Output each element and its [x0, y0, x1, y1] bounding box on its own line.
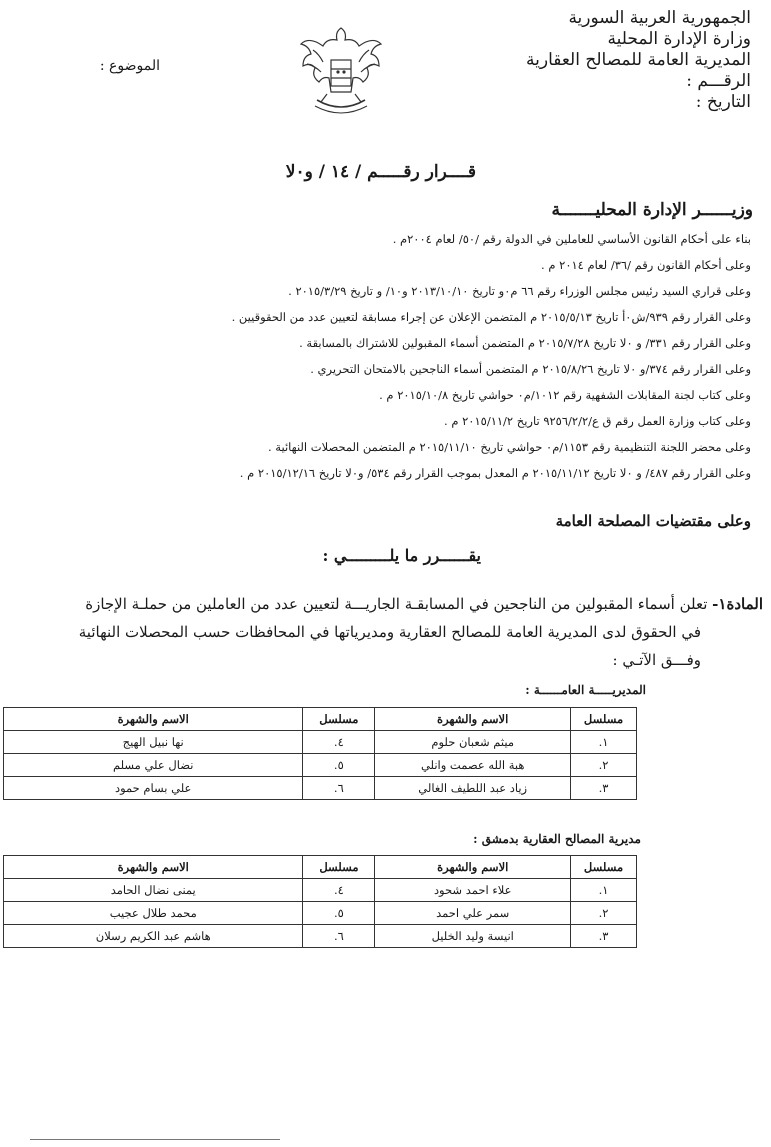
article-1-text-1: تعلن أسماء المقبولين من الناجحين في المسابقـة الجاريـــة لتعيين عدد من العاملين من حملـة الإجازة — [85, 595, 708, 613]
serial-cell: ٥. — [303, 902, 375, 925]
recital-item: وعلى أحكام القانون رقم /٣٦/ لعام ٢٠١٤ م . — [541, 258, 751, 272]
footer-divider — [30, 1139, 280, 1140]
table-row — [4, 902, 637, 925]
section-title-general: المديريـــــة العامــــــة : — [525, 683, 646, 697]
date-label: التاريخ : — [695, 92, 751, 112]
header-name: الاسم والشهرة — [4, 708, 303, 731]
table-header-row — [4, 708, 637, 731]
name-cell: يمنى نضال الحامد — [4, 879, 303, 902]
serial-cell: ١. — [571, 731, 637, 754]
names-table-damascus — [3, 855, 637, 948]
header-serial: مسلسل — [571, 856, 637, 879]
table-header-row — [4, 856, 637, 879]
recital-item: وعلى قراري السيد رئيس مجلس الوزراء رقم ٦٦ م٠و تاريخ ٢٠١٣/١٠/١٠ و١٠/ و تاريخ ٢٠١٥/٣/٢٩ . — [288, 284, 751, 298]
subject-label: الموضوع : — [99, 58, 160, 74]
name-cell: هاشم عبد الكريم رسلان — [4, 925, 303, 948]
recital-item: وعلى كتاب لجنة المقابلات الشفهية رقم ١٠١٢/م٠ حواشي تاريخ ٢٠١٥/١٠/٨ م . — [379, 388, 751, 402]
header-name: الاسم والشهرة — [375, 856, 571, 879]
name-cell: نها نبيل الهيج — [4, 731, 303, 754]
name-cell: ميثم شعبان حلوم — [375, 731, 571, 754]
public-interest-line: وعلى مقتضيات المصلحة العامة — [555, 512, 751, 530]
recital-item: بناء على أحكام القانون الأساسي للعاملين في الدولة رقم /٥٠/ لعام ٢٠٠٤م . — [392, 232, 751, 246]
table-row — [4, 925, 637, 948]
recitals-list — [11, 232, 751, 492]
name-cell: محمد طلال عجيب — [4, 902, 303, 925]
article-1 — [7, 590, 763, 674]
recital-item: وعلى القرار رقم ٤٨٧/ و ٠لا تاريخ ٢٠١٥/١١/١٢ م المعدل بموجب القرار رقم ٥٣٤/ و٠لا تاريخ ٢٠١٥/١٢/١٦ م . — [239, 466, 751, 480]
name-cell: زياد عبد اللطيف الغالي — [375, 777, 571, 800]
name-cell: علاء احمد شحود — [375, 879, 571, 902]
name-cell: علي بسام حمود — [4, 777, 303, 800]
serial-cell: ٤. — [303, 879, 375, 902]
table-row — [4, 879, 637, 902]
directorate-name: المديرية العامة للمصالح العقارية — [526, 50, 751, 70]
letterhead — [451, 8, 751, 113]
ministry-name: وزارة الإدارة المحلية — [607, 29, 751, 49]
serial-cell: ٥. — [303, 754, 375, 777]
header-serial: مسلسل — [303, 708, 375, 731]
serial-cell: ٤. — [303, 731, 375, 754]
decides-heading: يقــــــرر ما يلـــــــــي : — [322, 546, 481, 565]
serial-cell: ٦. — [303, 925, 375, 948]
article-1-label: المادة١- — [712, 595, 763, 613]
section-title-damascus: مديرية المصالح العقارية بدمشق : — [473, 832, 641, 846]
serial-cell: ٢. — [571, 902, 637, 925]
country-name: الجمهورية العربية السورية — [568, 8, 751, 28]
serial-cell: ٢. — [571, 754, 637, 777]
article-1-line-1 — [7, 590, 763, 618]
serial-cell: ٣. — [571, 777, 637, 800]
syrian-eagle-emblem-icon — [293, 20, 389, 122]
recital-item: وعلى كتاب وزارة العمل رقم ق ع/٩٢٥٦/٢/٢ تاريخ ٢٠١٥/١١/٢ م . — [444, 414, 751, 428]
header-serial: مسلسل — [571, 708, 637, 731]
name-cell: هبة الله عصمت وانلي — [375, 754, 571, 777]
recital-item: وعلى محضر اللجنة التنظيمية رقم ١١٥٣/م٠ حواشي تاريخ ٢٠١٥/١١/١٠ م المتضمن المحصلات النهائية . — [268, 440, 751, 454]
name-cell: سمر علي احمد — [375, 902, 571, 925]
recital-item: وعلى القرار رقم ٩٣٩/ش٠أ تاريخ ٢٠١٥/٥/١٣ م المتضمن الإعلان عن إجراء مسابقة لتعيين عدد من الحقوقيين . — [231, 310, 751, 324]
serial-cell: ١. — [571, 879, 637, 902]
header-name: الاسم والشهرة — [4, 856, 303, 879]
name-cell: نضال علي مسلم — [4, 754, 303, 777]
header-serial: مسلسل — [303, 856, 375, 879]
table-row — [4, 777, 637, 800]
serial-cell: ٣. — [571, 925, 637, 948]
minister-title: وزيــــــر الإدارة المحليـــــــة — [551, 200, 753, 220]
number-label: الرقـــم : — [686, 71, 751, 91]
table-row — [4, 731, 637, 754]
article-1-line-2: في الحقوق لدى المديرية العامة للمصالح العقارية ومديرياتها في المحافظات حسب المحصلات النهائية — [78, 623, 701, 641]
recital-item: وعلى القرار رقم ٣٧٤/و ٠لا تاريخ ٢٠١٥/٨/٢٦ م المتضمن أسماء الناجحين بالامتحان التحريري . — [310, 362, 751, 376]
article-1-line-3: وفـــق الآتـي : — [612, 651, 701, 669]
names-table-general — [3, 707, 637, 800]
recital-item: وعلى القرار رقم ٣٣١/ و ٠لا تاريخ ٢٠١٥/٧/٢٨ م المتضمن أسماء المقبولين للاشتراك بالمسابقة . — [299, 336, 751, 350]
decision-title: قــــرار رقـــــم / ١٤ / و٠لا — [285, 162, 476, 182]
serial-cell: ٦. — [303, 777, 375, 800]
name-cell: انيسة وليد الخليل — [375, 925, 571, 948]
table-row — [4, 754, 637, 777]
header-name: الاسم والشهرة — [375, 708, 571, 731]
